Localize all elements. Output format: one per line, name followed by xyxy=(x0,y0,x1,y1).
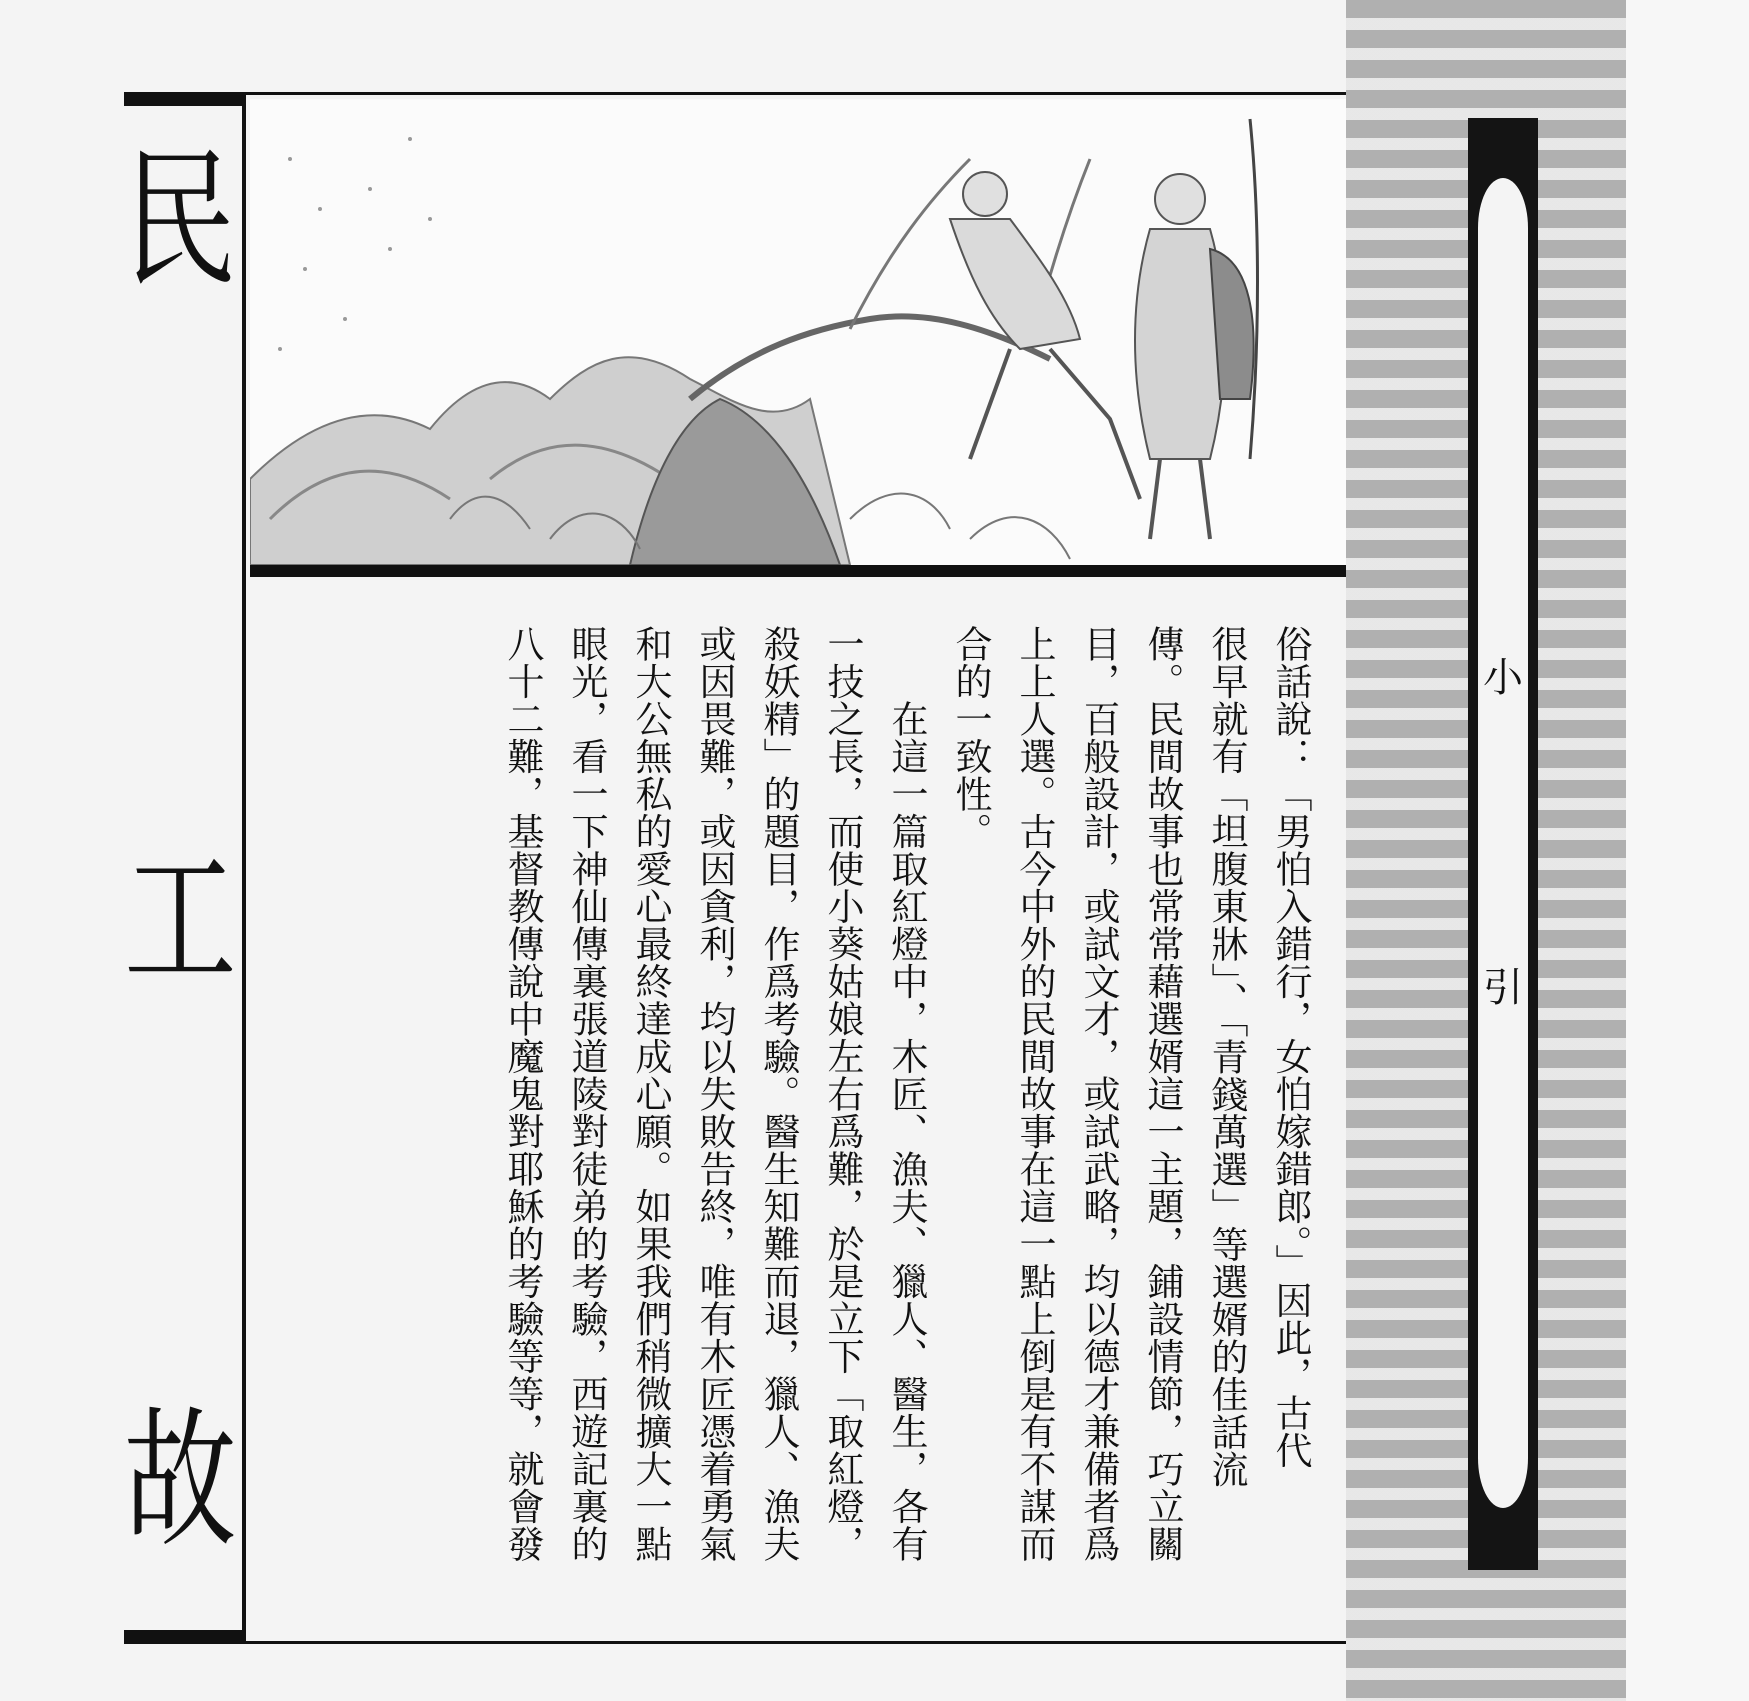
page-edge xyxy=(1626,0,1749,1701)
title-strip xyxy=(124,92,242,1644)
title-char-2: 工 xyxy=(124,834,237,1008)
title-char-3: 故 xyxy=(124,1394,237,1568)
section-banner xyxy=(1468,118,1538,1570)
illustration xyxy=(250,99,1346,577)
text-column-13: 八十二難，基督教傳說中魔鬼對耶穌的考驗等等，就會發 xyxy=(501,625,544,1563)
content-panel xyxy=(242,92,1346,1644)
banner-char-1: 小 xyxy=(1483,655,1523,701)
text-column-9: 殺妖精」的題目，作爲考驗。醫生知難而退，獵人、漁夫 xyxy=(757,625,800,1563)
body-text xyxy=(326,625,1326,1625)
text-column-2: 很早就有「坦腹東牀」、「青錢萬選」等選婿的佳話流 xyxy=(1205,625,1248,1488)
text-column-5: 上上人選。古今中外的民間故事在這一點上倒是有不謀而 xyxy=(1013,625,1056,1563)
text-column-6: 合的一致性。 xyxy=(949,625,992,850)
text-column-1: 俗話說：「男怕入錯行，女怕嫁錯郎。」因此，古代 xyxy=(1269,625,1312,1469)
text-column-3: 傳。民間故事也常常藉選婿這一主題，鋪設情節，巧立關 xyxy=(1141,625,1184,1563)
title-char-1: 民 xyxy=(124,134,237,308)
text-column-4: 目，百般設計，或試文才，或試武略，均以德才兼備者爲 xyxy=(1077,625,1120,1563)
text-column-11: 和大公無私的愛心最終達成心願。如果我們稍微擴大一點 xyxy=(629,625,672,1563)
text-column-12: 眼光，看一下神仙傳裏張道陵對徒弟的考驗，西遊記裏的 xyxy=(565,625,608,1563)
banner-char-2: 引 xyxy=(1483,965,1523,1011)
text-column-7: 在這一篇取紅燈中，木匠、漁夫、獵人、醫生，各有 xyxy=(885,625,928,1563)
banner-inner xyxy=(1478,178,1528,1508)
text-column-8: 一技之長，而使小葵姑娘左右爲難，於是立下「取紅燈， xyxy=(821,625,864,1563)
illustration-drawing xyxy=(250,99,1346,565)
text-column-10: 或因畏難，或因貪利，均以失敗告終，唯有木匠憑着勇氣 xyxy=(693,625,736,1563)
